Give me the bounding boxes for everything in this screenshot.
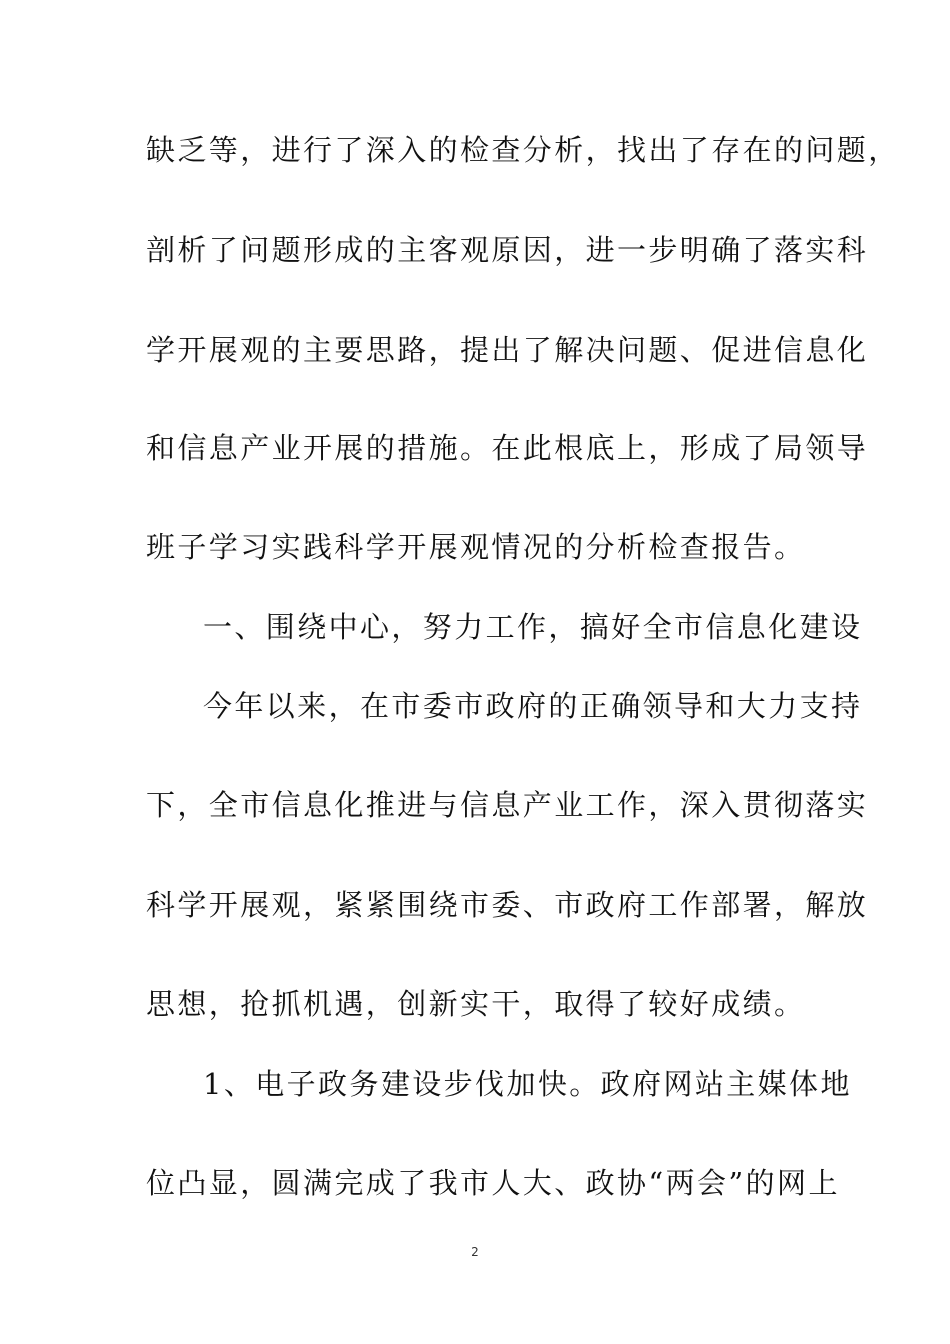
paragraph-line-5: 班子学习实践科学开展观情况的分析检查报告。 bbox=[146, 530, 806, 564]
paragraph-line-7: 下，全市信息化推进与信息产业工作，深入贯彻落实 bbox=[146, 788, 869, 822]
paragraph-line-1: 缺乏等，进行了深入的检查分析，找出了存在的问题， bbox=[146, 133, 900, 167]
paragraph-line-8: 科学开展观，紧紧围绕市委、市政府工作部署，解放 bbox=[146, 888, 869, 922]
paragraph-line-3: 学开展观的主要思路，提出了解决问题、促进信息化 bbox=[146, 333, 869, 367]
paragraph-line-4: 和信息产业开展的措施。在此根底上，形成了局领导 bbox=[146, 431, 869, 465]
paragraph-line-9: 思想，抢抓机遇，创新实干，取得了较好成绩。 bbox=[146, 987, 806, 1021]
page-number: 2 bbox=[471, 1245, 479, 1259]
section-heading: 一、围绕中心，努力工作，搞好全市信息化建设 bbox=[203, 610, 863, 644]
paragraph-line-6: 今年以来，在市委市政府的正确领导和大力支持 bbox=[203, 689, 863, 723]
list-item-1-line-1: 1、电子政务建设步伐加快。政府网站主媒体地 bbox=[203, 1067, 852, 1101]
paragraph-line-2: 剖析了问题形成的主客观原因，进一步明确了落实科 bbox=[146, 233, 869, 267]
list-item-1-line-2: 位凸显，圆满完成了我市人大、政协“两会”的网上 bbox=[146, 1166, 840, 1200]
